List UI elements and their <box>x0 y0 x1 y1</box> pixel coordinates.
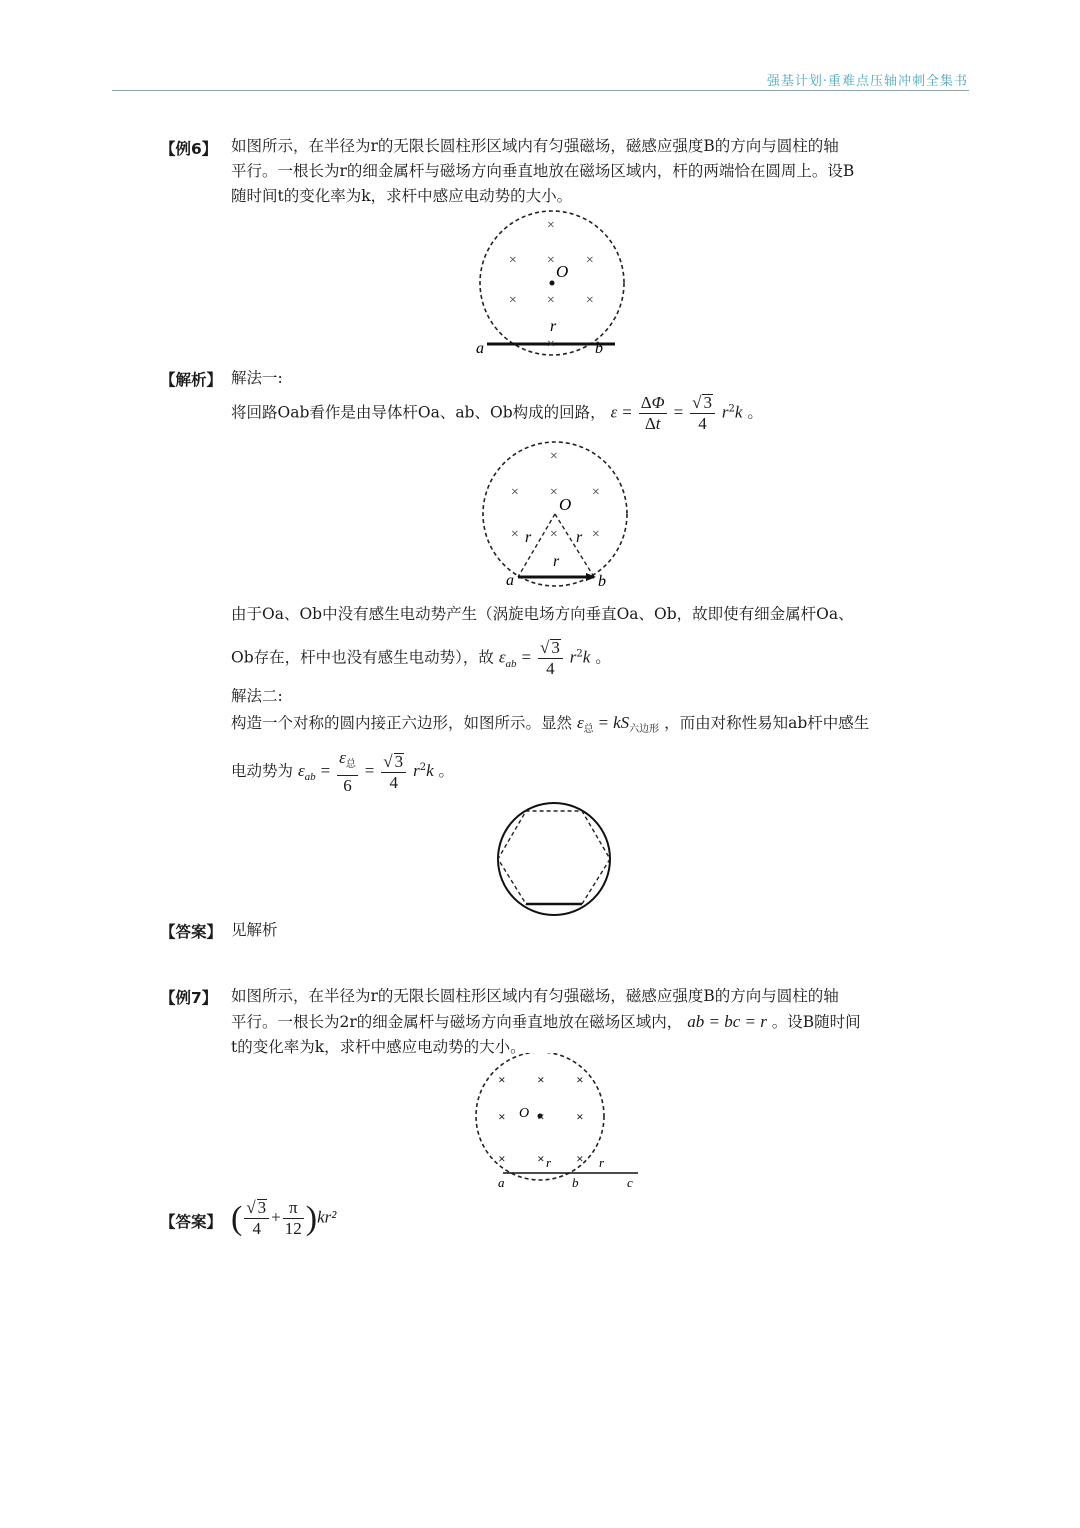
sub-hexagon: 六边形 <box>629 724 660 736</box>
field-cross: × <box>576 1109 584 1124</box>
sub-total-2: 总 <box>345 759 356 771</box>
field-cross: × <box>546 253 556 268</box>
fig1-a-label: a <box>476 340 484 357</box>
ex7-answer-suffix: kr² <box>317 1207 337 1227</box>
field-cross: × <box>549 449 559 464</box>
ex6-answer: 见解析 <box>231 921 278 939</box>
method-2-line2: 电动势为 $\varepsilon_{ab}$ = $\frac{\varepsilon_总}{6}$ = $\frac{√ 3}{4}$ $r^2k$ 。 <box>231 748 455 796</box>
m1-line3: Ob存在，杆中也没有感生电动势），故 <box>231 648 494 667</box>
field-cross: × <box>498 1109 506 1124</box>
fig1-center-label: O <box>556 262 569 281</box>
field-cross: × <box>591 485 601 500</box>
method-2-title: 解法二: <box>231 687 283 705</box>
fig4-r-label-1: r <box>546 1155 552 1170</box>
ex7-line2b: ab = bc = r <box>687 1012 767 1031</box>
ex7-line2c: 。设B随时间 <box>771 1013 861 1031</box>
method-1-conclusion-line1: 由于Oa、Ob中没有感生电动势产生（涡旋电场方向垂直Oa、Ob，故即使有细金属杆Oa、 <box>231 605 854 623</box>
m2-line2: 电动势为 <box>231 762 294 781</box>
ex7-answer-tag: 【答案】 <box>160 1213 223 1231</box>
fig4-center-label: O <box>519 1106 530 1121</box>
example-7-question <box>231 984 961 1060</box>
sub-total: 总 <box>583 724 594 736</box>
field-cross: × <box>537 1072 545 1087</box>
fig4-a-label: a <box>498 1175 505 1190</box>
fig4-b-label: b <box>572 1175 579 1190</box>
field-cross: × <box>546 293 556 308</box>
field-cross: × <box>549 527 559 542</box>
fig1-r-label: r <box>550 318 557 335</box>
field-cross: × <box>537 1151 545 1166</box>
fig2-r-left: r <box>525 529 532 546</box>
field-cross: × <box>510 485 520 500</box>
m2-line1a: 构造一个对称的圆内接正六边形，如图所示。显然 <box>231 714 573 732</box>
ex6-answer-tag: 【答案】 <box>160 923 223 941</box>
fig4-r-label-2: r <box>599 1155 605 1170</box>
method-1-equation-line: 将回路Oab看作是由导体杆Oa、ab、Ob构成的回路， ε = $\frac{\Delta\Phi}{\Delta t}$ = $\frac{√ 3}{4}$ $r^2k$ 。 <box>231 393 763 433</box>
analysis-tag: 【解析】 <box>160 371 223 389</box>
field-cross: × <box>546 218 556 233</box>
fig2-b-label: b <box>598 573 606 590</box>
field-cross: × <box>591 527 601 542</box>
ex7-line3: t的变化率为k，求杆中感应电动势的大小。 <box>231 1038 526 1056</box>
example-6-question <box>231 134 961 209</box>
field-cross: × <box>498 1072 506 1087</box>
ex7-line2a: 平行。一根长为2r的细金属杆与磁场方向垂直地放在磁场区域内， <box>231 1013 683 1031</box>
field-cross: × <box>498 1151 506 1166</box>
field-cross: × <box>549 485 559 500</box>
figure-circle-rod <box>470 205 640 365</box>
method-1-title: 解法一: <box>231 369 283 387</box>
example-7-tag: 【例7】 <box>160 989 218 1007</box>
figure-rod-2r <box>465 1053 645 1193</box>
ex6-line3: 随时间t的变化率为k，求杆中感应电动势的大小。 <box>231 187 573 205</box>
header-title: 强基计划·重难点压轴冲刺全集书 <box>766 74 968 89</box>
m2-line1b: ，而由对称性易知ab杆中感生 <box>664 714 870 732</box>
method-1-conclusion-line2: Ob存在，杆中也没有感生电动势），故 $\varepsilon_{ab}$ = $\frac{√ 3}{4}$ $r^2k$ 。 <box>231 638 611 678</box>
ex7-answer-formula: ( $\frac{√ 3}{4}$ + $\frac{\pi}{12}$ )kr² <box>231 1198 337 1238</box>
fig2-a-label: a <box>506 572 514 589</box>
field-cross: × <box>585 293 595 308</box>
ex7-line1: 如图所示，在半径为r的无限长圆柱形区域内有匀强磁场，磁感应强度B的方向与圆柱的轴 <box>231 987 839 1005</box>
figure-hexagon <box>490 797 620 917</box>
figure-triangle-oab <box>470 438 640 593</box>
field-cross: × <box>546 337 556 352</box>
field-cross: × <box>537 1109 545 1124</box>
field-cross: × <box>576 1072 584 1087</box>
m1-text: 将回路Oab看作是由导体杆Oa、ab、Ob构成的回路， <box>231 403 606 422</box>
header-rule <box>112 90 969 91</box>
example-6-tag: 【例6】 <box>160 140 218 158</box>
fig2-r-bottom: r <box>553 553 560 570</box>
field-cross: × <box>585 253 595 268</box>
field-cross: × <box>510 527 520 542</box>
field-cross: × <box>508 293 518 308</box>
fig2-r-right: r <box>576 529 583 546</box>
field-cross: × <box>508 253 518 268</box>
fig1-b-label: b <box>595 340 603 357</box>
fig4-c-label: c <box>627 1175 633 1190</box>
fig2-center-label: O <box>559 495 572 514</box>
ex7-line2 <box>231 1009 961 1035</box>
field-cross: × <box>576 1151 584 1166</box>
ex6-line2: 平行。一根长为r的细金属杆与磁场方向垂直地放在磁场区域内，杆的两端恰在圆周上。设B <box>231 162 855 180</box>
method-2-line1: 构造一个对称的圆内接正六边形，如图所示。显然 $\varepsilon_总 = kS_{六边形}$ ，而由对称性易知ab杆中感生 <box>231 713 870 736</box>
ex6-line1: 如图所示，在半径为r的无限长圆柱形区域内有匀强磁场，磁感应强度B的方向与圆柱的轴 <box>231 137 839 155</box>
